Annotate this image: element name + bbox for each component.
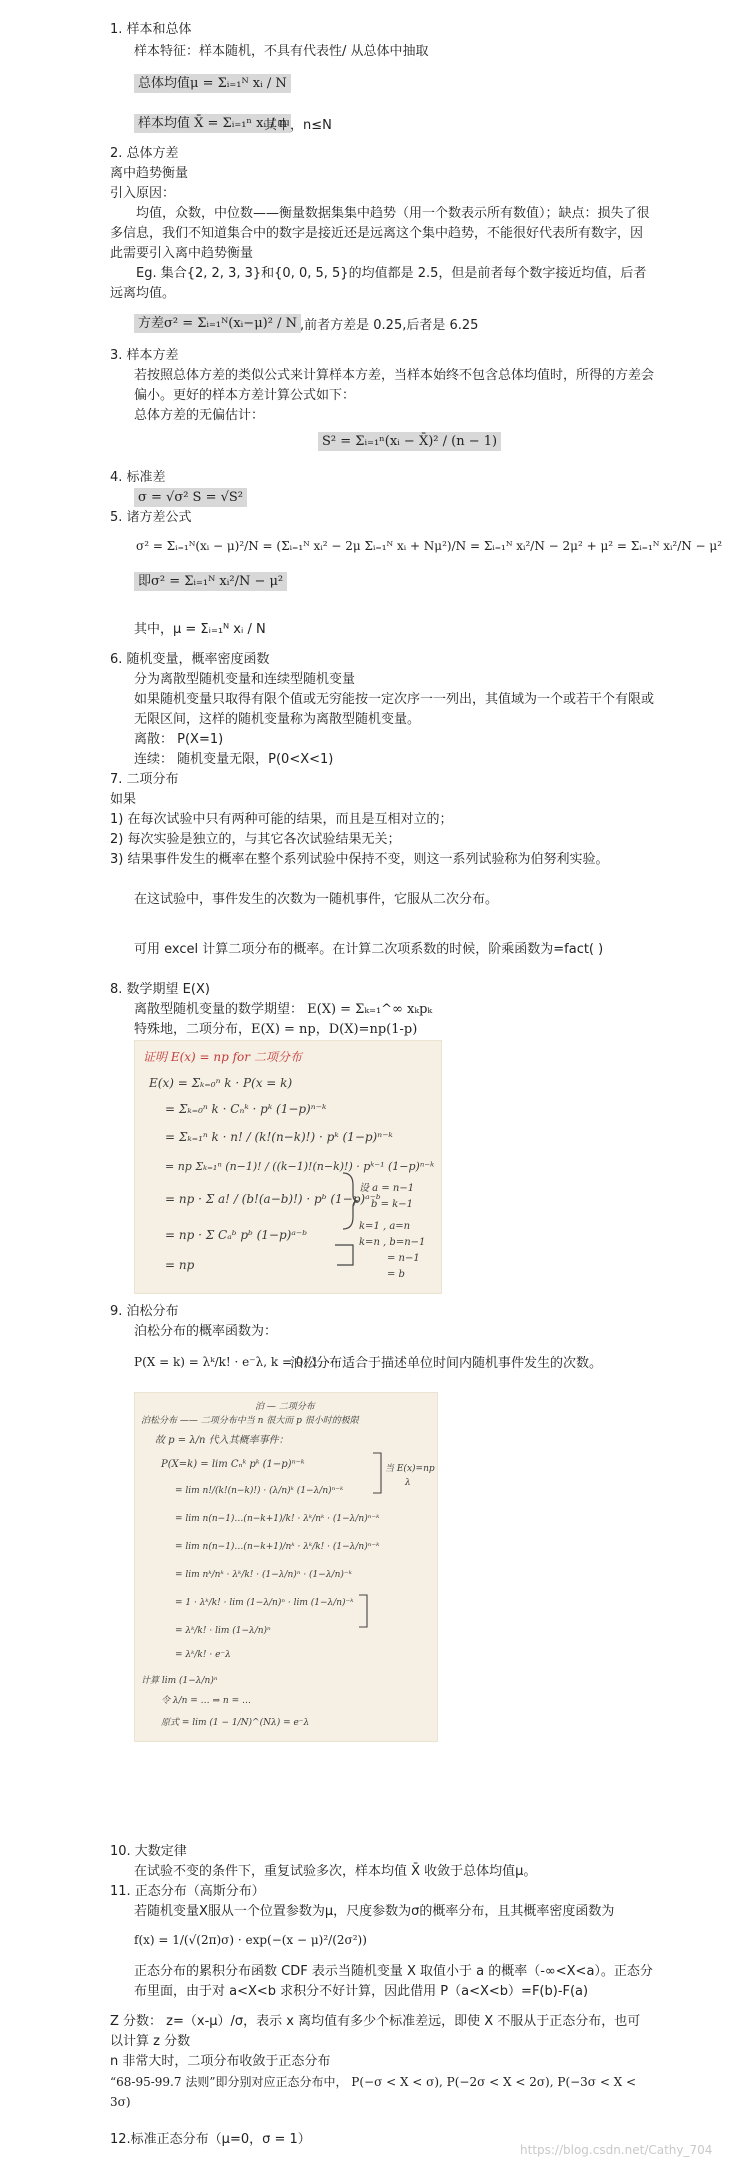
section-3-paragraph: 若按照总体方差的类似公式来计算样本方差，当样本始终不包含总体均值时，所得的方差会偏小。更好的样本方差计算公式如下： bbox=[134, 368, 655, 403]
handwritten-line: = lim nᵏ/nᵏ · λᵏ/k! · (1−λ/n)ⁿ · (1−λ/n)⁻ᵏ bbox=[175, 1570, 352, 1580]
poisson-formula: P(X = k) = λᵏ/k! · e⁻λ, k = 0, 1, ⋯ bbox=[134, 1355, 339, 1369]
section-7-intro: 如果 bbox=[110, 792, 137, 807]
handwritten-line: 令 λ/n = … ⇒ n = … bbox=[161, 1696, 251, 1706]
section-2-sub1: 离中趋势衡量 bbox=[110, 166, 189, 181]
section-11-heading: 11. 正态分布（高斯分布） bbox=[110, 1884, 265, 1899]
handwritten-line: = Σₖ₌₀ⁿ k · Cₙᵏ · pᵏ (1−p)ⁿ⁻ᵏ bbox=[165, 1102, 327, 1116]
continuous-example: 连续： 随机变量无限，P(0<X<1) bbox=[134, 752, 334, 767]
handwritten-note: λ bbox=[405, 1478, 411, 1488]
section-4-heading: 4. 标准差 bbox=[110, 470, 166, 485]
section-8-p2: 特殊地，二项分布，E(X) = np，D(X)=np(1-p) bbox=[134, 1022, 418, 1037]
sample-variance-formula: S² = Σᵢ₌₁ⁿ(xᵢ − X̄)² / (n − 1) bbox=[318, 432, 501, 452]
handwritten-line: = lim n!/(k!(n−k)!) · (λ/n)ᵏ (1−λ/n)ⁿ⁻ᵏ bbox=[175, 1486, 344, 1496]
handwritten-line: = 1 · λᵏ/k! · lim (1−λ/n)ⁿ · lim (1−λ/n)⁻ᵏ bbox=[175, 1598, 354, 1608]
handwritten-binomial-proof bbox=[134, 1040, 442, 1294]
handwritten-line: P(X=k) = lim Cₙᵏ pᵏ (1−p)ⁿ⁻ᵏ bbox=[161, 1459, 305, 1470]
section-9-heading: 9. 泊松分布 bbox=[110, 1304, 179, 1319]
bracket-icon bbox=[333, 1241, 361, 1269]
section-10-heading: 10. 大数定律 bbox=[110, 1844, 187, 1859]
z-score-paragraph: Z 分数： z=（x-μ）/σ，表示 x 离均值有多少个标准差远，即使 X 不服从于正态分布，也可以计算 z 分数 bbox=[110, 2014, 641, 2049]
handwritten-line: = np bbox=[165, 1258, 195, 1272]
binomial-convergence: n 非常大时，二项分布收敛于正态分布 bbox=[110, 2054, 331, 2069]
handwritten-line: = lim n(n−1)…(n−k+1)/nᵏ · λᵏ/k! · (1−λ/n)ⁿ⁻ᵏ bbox=[175, 1542, 380, 1552]
section-11-p2: 正态分布的累积分布函数 CDF 表示当随机变量 X 取值小于 a 的概率（-∞<X<a）。正态分布里面，由于对 a<X<b 求积分不好计算，因此借用 P（a<X<b）=F(b)-F(a) bbox=[134, 1964, 653, 1999]
handwritten-note: 当 E(x)=np bbox=[385, 1464, 435, 1474]
section-2-paragraph: 均值，众数，中位数——衡量数据集集中趋势（用一个数表示所有数值）；缺点：损失了很多信息，我们不知道集合中的数字是接近还是远离这个集中趋势，不能很好代表所有数字，因此需要引入离中趋势衡量 bbox=[110, 206, 650, 261]
section-8-heading: 8. 数学期望 E(X) bbox=[110, 982, 210, 997]
handwritten-line: 故 p = λ/n 代入其概率事件： bbox=[155, 1435, 289, 1446]
std-formula: σ = √σ² S = √S² bbox=[134, 488, 247, 508]
section-5-heading: 5. 诸方差公式 bbox=[110, 510, 192, 525]
variance-shortcut: 即σ² = Σᵢ₌₁ᴺ xᵢ²/N − μ² bbox=[134, 572, 287, 592]
handwritten-note: = n−1 bbox=[387, 1253, 420, 1264]
handwritten-line: = λᵏ/k! · lim (1−λ/n)ⁿ bbox=[175, 1626, 271, 1636]
handwritten-poisson-derivation bbox=[134, 1392, 438, 1742]
handwritten-line: = np · Σ a! / (b!(a−b)!) · pᵇ (1−p)ᵃ⁻ᵇ bbox=[165, 1192, 381, 1206]
list-item: 1) 在每次试验中只有两种可能的结果，而且是互相对立的； bbox=[110, 812, 453, 827]
watermark: https://blog.csdn.net/Cathy_704 bbox=[520, 2143, 713, 2157]
handwritten-line: = λᵏ/k! · e⁻λ bbox=[175, 1650, 231, 1660]
sample-mean-formula: 样本均值 X̄ = Σᵢ₌₁ⁿ xᵢ / n bbox=[134, 114, 291, 134]
list-item: 3) 结果事件发生的概率在整个系列试验中保持不变，则这一系列试验称为伯努利实验。 bbox=[110, 852, 609, 867]
handwritten-line: = np · Σ Cₐᵇ pᵇ (1−p)ᵃ⁻ᵇ bbox=[165, 1228, 307, 1242]
handwritten-line: E(x) = Σₖ₌₀ⁿ k · P(x = k) bbox=[149, 1076, 293, 1090]
section-12-heading: 12.标准正态分布（μ=0，σ = 1） bbox=[110, 2132, 311, 2147]
handwritten-line: = Σₖ₌₁ⁿ k · n! / (k!(n−k)!) · pᵏ (1−p)ⁿ⁻ᵏ bbox=[165, 1130, 393, 1144]
section-7-p1: 在这试验中，事件发生的次数为一随机事件，它服从二次分布。 bbox=[134, 892, 499, 907]
handwritten-line: 泊松分布 —— 二项分布中当 n 很大而 p 很小时的极限 bbox=[141, 1416, 359, 1426]
handwritten-title: 泊 — 二项分布 bbox=[255, 1402, 315, 1412]
handwritten-line: = lim n(n−1)…(n−k+1)/k! · λᵏ/nᵏ · (1−λ/n)ⁿ⁻ᵏ bbox=[175, 1514, 380, 1524]
section-6-p1: 分为离散型随机变量和连续型随机变量 bbox=[134, 672, 356, 687]
section-6-p2: 如果随机变量只取得有限个值或无穷能按一定次序一一列出，其值域为一个或若干个有限或无限区间，这样的随机变量称为离散型随机变量。 bbox=[134, 692, 655, 727]
poisson-note: 泊松分布适合于描述单位时间内随机事件发生的次数。 bbox=[290, 1356, 603, 1371]
section-9-p1: 泊松分布的概率函数为： bbox=[134, 1324, 278, 1339]
section-11-p1: 若随机变量X服从一个位置参数为μ，尺度参数为σ的概率分布，且其概率密度函数为 bbox=[134, 1904, 615, 1919]
section-1-desc: 样本特征：样本随机，不具有代表性/ 从总体中抽取 bbox=[134, 44, 429, 59]
handwritten-line: 计算 lim (1−λ/n)ⁿ bbox=[141, 1676, 218, 1686]
discrete-example: 离散： P(X=1) bbox=[134, 732, 224, 747]
sample-mean-note: 其中，n≤N bbox=[264, 118, 332, 133]
handwritten-title: 证明 E(x) = np for 二项分布 bbox=[143, 1050, 302, 1064]
handwritten-line: = np Σₖ₌₁ⁿ (n−1)! / ((k−1)!(n−k)!) · pᵏ⁻¹ (1−p)ⁿ⁻ᵏ bbox=[165, 1160, 435, 1173]
variance-note: ,前者方差是 0.25,后者是 6.25 bbox=[300, 318, 479, 333]
population-mean-formula: 总体均值μ = Σᵢ₌₁ᴺ xᵢ / N bbox=[134, 74, 291, 94]
handwritten-note: 设 a = n−1 bbox=[359, 1183, 415, 1194]
bracket-icon bbox=[357, 1593, 371, 1629]
section-3-unbiased: 总体方差的无偏估计： bbox=[134, 408, 265, 423]
section-8-p1: 离散型随机变量的数学期望： E(X) = Σₖ₌₁^∞ xₖpₖ bbox=[134, 1002, 433, 1017]
handwritten-note: k=n , b=n−1 bbox=[359, 1237, 426, 1248]
section-1-heading: 1. 样本和总体 bbox=[110, 22, 192, 37]
list-item: 2) 每次实验是独立的，与其它各次试验结果无关； bbox=[110, 832, 401, 847]
handwritten-line: 原式 = lim (1 − 1/N)^(Nλ) = e⁻λ bbox=[161, 1718, 310, 1728]
section-6-heading: 6. 随机变量，概率密度函数 bbox=[110, 652, 270, 667]
section-3-heading: 3. 样本方差 bbox=[110, 348, 179, 363]
empirical-rule: “68-95-99.7 法则”即分别对应正态分布中， P(−σ < X < σ), P(−2σ < X < 2σ), P(−3σ < X < 3σ) bbox=[110, 2075, 637, 2109]
handwritten-note: b = k−1 bbox=[371, 1199, 413, 1210]
section-7-p2: 可用 excel 计算二项分布的概率。在计算二次项系数的时候，阶乘函数为=fact( ) bbox=[134, 942, 604, 957]
section-2-sub2: 引入原因： bbox=[110, 186, 176, 201]
section-2-example: Eg. 集合{2, 2, 3, 3}和{0, 0, 5, 5}的均值都是 2.5，但是前者每个数字接近均值，后者远离均值。 bbox=[110, 266, 647, 301]
section-2-heading: 2. 总体方差 bbox=[110, 146, 179, 161]
variance-formula: 方差σ² = Σᵢ₌₁ᴺ(xᵢ−μ)² / N bbox=[134, 314, 301, 334]
handwritten-note: = b bbox=[387, 1269, 405, 1280]
section-10-p1: 在试验不变的条件下，重复试验多次，样本均值 X̄ 收敛于总体均值μ。 bbox=[134, 1864, 537, 1879]
normal-pdf-formula: f(x) = 1/(√(2π)σ) · exp(−(x − μ)²/(2σ²)) bbox=[134, 1933, 367, 1947]
brace-icon bbox=[371, 1451, 385, 1495]
variance-derivation: σ² = Σᵢ₌₁ᴺ(xᵢ − μ)²/N = (Σᵢ₌₁ᴺ xᵢ² − 2μ Σᵢ₌₁ᴺ xᵢ + Nμ²)/N = Σᵢ₌₁ᴺ xᵢ²/N − 2μ² + μ² = Σᵢ₌₁ᴺ xᵢ²/N − μ² bbox=[136, 539, 723, 553]
handwritten-note: k=1 , a=n bbox=[359, 1221, 411, 1232]
mean-note: 其中，μ = Σᵢ₌₁ᴺ xᵢ / N bbox=[134, 622, 266, 637]
section-7-heading: 7. 二项分布 bbox=[110, 772, 179, 787]
brace-icon bbox=[341, 1171, 359, 1231]
